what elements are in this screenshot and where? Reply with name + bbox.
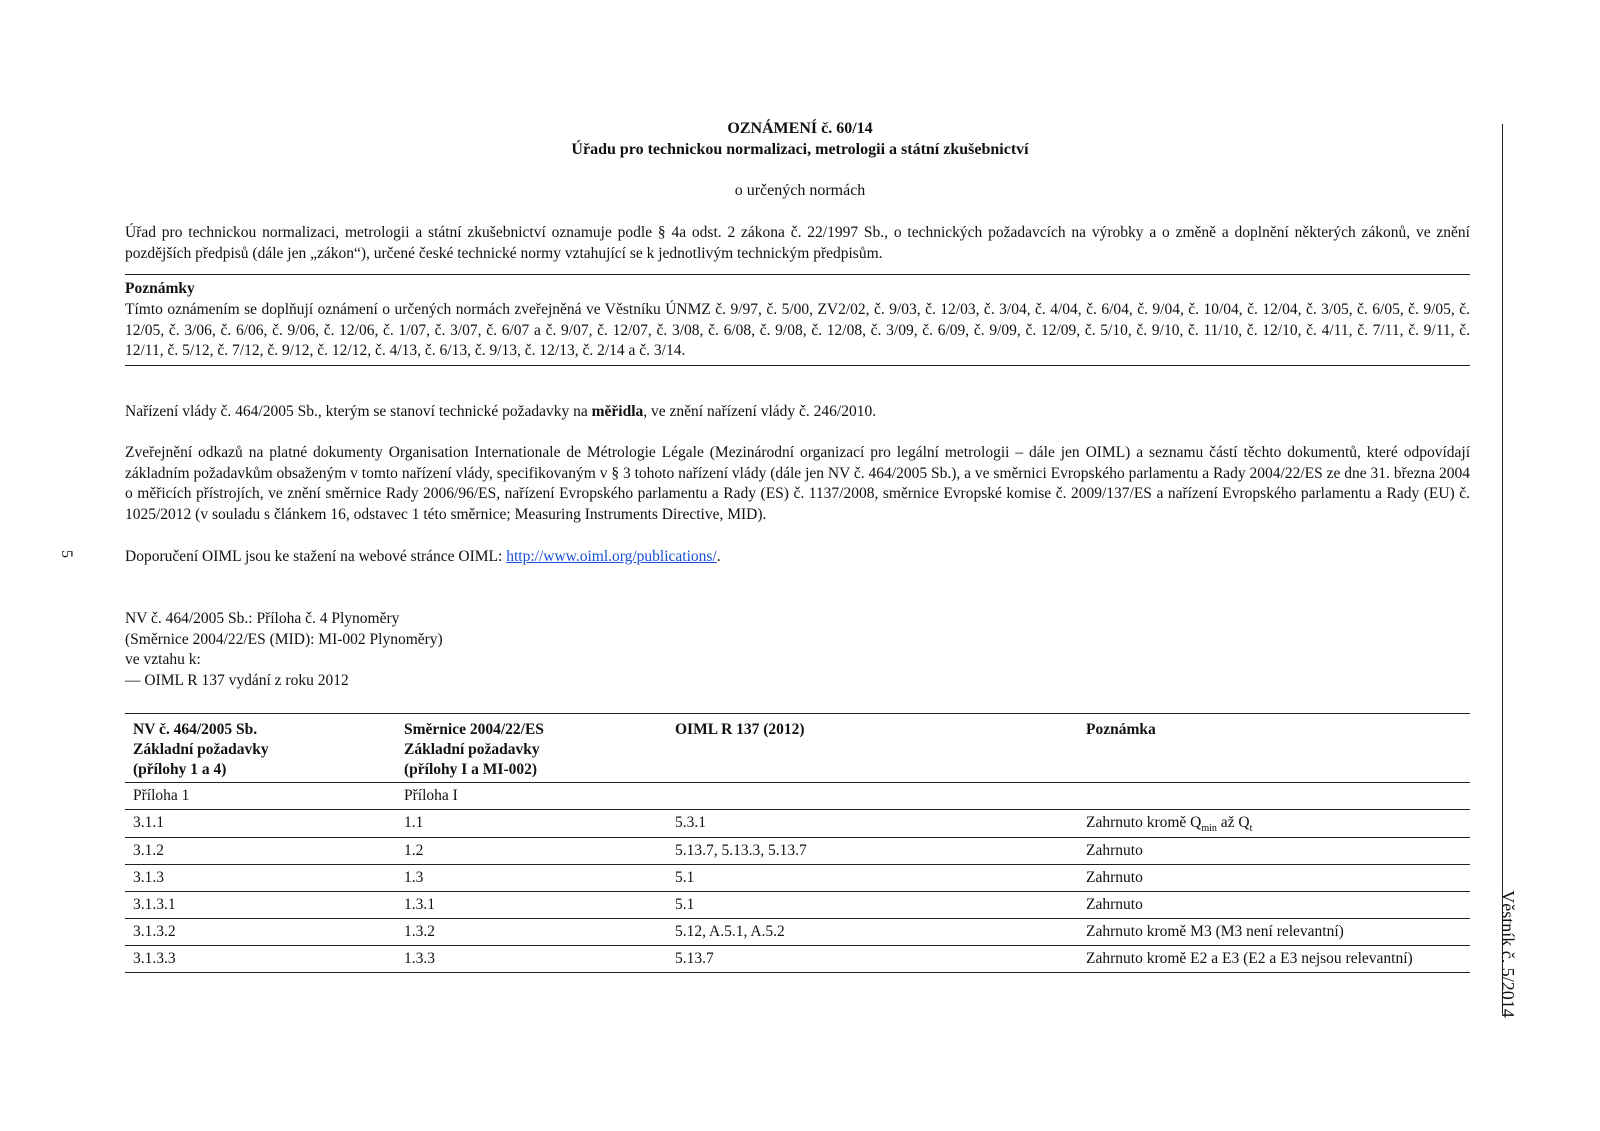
notes-top-rule <box>125 274 1470 275</box>
table-row <box>125 892 1470 919</box>
cell-note: Zahrnuto kromě M3 (M3 není relevantní) <box>1086 923 1344 941</box>
header-nv-line3: (přílohy 1 a 4) <box>133 761 227 778</box>
section-cell-oiml <box>667 783 1078 810</box>
requirements-table <box>125 713 1470 973</box>
recommendation-suffix: . <box>716 548 721 565</box>
intro-paragraph: Úřad pro technickou normalizaci, metrologii a státní zkušebnictví oznamuje podle § 4a odst. 2 zákona č. 22/1997 Sb., o technických požadavcích na výrobky a o změně a doplnění některých zákonů, ve znění pozdějších předpisů (dále jen „zákon“), určené české technické normy vztahující se k jednotlivým technickým předpisům. <box>125 224 1470 262</box>
cell-nv: 3.1.3.1 <box>133 896 176 914</box>
cell-oiml: 5.13.7 <box>675 950 714 968</box>
cell-nv: 3.1.3.3 <box>133 950 176 968</box>
header-oiml: OIML R 137 (2012) <box>675 721 805 738</box>
regulation-line <box>125 403 876 421</box>
document-title: OZNÁMENÍ č. 60/14 <box>727 120 873 137</box>
cell-note: Zahrnuto <box>1086 842 1143 860</box>
document-topic: o určených normách <box>734 182 866 199</box>
table-row <box>125 946 1470 973</box>
regulation-text-after: , ve znění nařízení vlády č. 246/2010. <box>643 403 877 420</box>
table-section-row <box>125 783 1470 810</box>
publication-paragraph: Zveřejnění odkazů na platné dokumenty Organisation Internationale de Métrologie Légale (Mezinárodní organizací pro legální metrologii – dále jen OIML) a seznamu částí těchto dokumentů, které odpovídají základním požadavkům obsaženým v tomto nařízení vlády, specifikovaným v § 3 tohoto nařízení vlády (dále jen NV č. 464/2005 Sb.), a ve směrnici Evropského parlamentu a Rady 2004/22/ES ze dne 31. března 2004 o měřicích přístrojích, ve znění směrnice Rady 2006/96/ES, nařízení Evropského parlamentu a Rady (ES) č. 1137/2008, směrnice Evropské komise č. 2009/137/ES a nařízení Evropského parlamentu a Rady (EU) č. 1025/2012 (v souladu s článkem 16, odstavec 1 této směrnice; Measuring Instruments Directive, MID). <box>125 444 1470 523</box>
cell-mid: 1.3.3 <box>404 950 435 968</box>
header-mid-line1: Směrnice 2004/22/ES <box>404 721 544 738</box>
recommendation-text: Doporučení OIML jsou ke stažení na webové stránce OIML: <box>125 548 507 565</box>
cell-mid: 1.3.1 <box>404 896 435 914</box>
annex-block <box>125 609 443 691</box>
cell-oiml: 5.1 <box>675 869 695 887</box>
header-nv-line2: Základní požadavky <box>133 741 269 758</box>
cell-nv: 3.1.3 <box>133 869 164 887</box>
cell-note <box>1078 810 1470 838</box>
notes-bottom-rule <box>125 365 1470 366</box>
document-subtitle: Úřadu pro technickou normalizaci, metrologii a státní zkušebnictví <box>571 141 1029 158</box>
table-header-row <box>125 714 1470 783</box>
annex-line-4: — OIML R 137 vydání z roku 2012 <box>125 671 349 689</box>
cell-oiml: 5.1 <box>675 896 695 914</box>
regulation-bold-term: měřidla <box>591 403 644 420</box>
note-text-mid: až Q <box>1216 814 1250 831</box>
cell-oiml: 5.12, A.5.1, A.5.2 <box>675 923 785 941</box>
annex-line-2: (Směrnice 2004/22/ES (MID): MI-002 Plynoměry) <box>125 630 443 648</box>
cell-mid: 1.3 <box>404 869 424 887</box>
table-row <box>125 865 1470 892</box>
section-cell-nv: Příloha 1 <box>133 787 190 804</box>
note-text-prefix: Zahrnuto kromě Q <box>1086 814 1202 831</box>
header-mid-line2: Základní požadavky <box>404 741 540 758</box>
note-subscript-t: t <box>1249 823 1253 835</box>
cell-nv: 3.1.1 <box>133 814 164 831</box>
cell-mid: 1.3.2 <box>404 923 435 941</box>
cell-note: Zahrnuto <box>1086 869 1143 887</box>
page-number: 5 <box>58 550 75 558</box>
header-nv-line1: NV č. 464/2005 Sb. <box>133 721 258 738</box>
section-cell-mid: Příloha I <box>404 787 458 804</box>
notes-heading: Poznámky <box>125 280 195 297</box>
notes-text: Tímto oznámením se doplňují oznámení o určených normách zveřejněná ve Věstníku ÚNMZ č. 9/97, č. 5/00, ZV2/02, č. 9/03, č. 12/03, č. 3/04, č. 4/04, č. 6/04, č. 9/04, č. 10/04, č. 12/04, č. 3/05, č. 6/05, č. 9/05, č. 12/05, č. 3/06, č. 6/06, č. 9/06, č. 12/06, č. 1/07, č. 3/07, č. 6/07 a č. 9/07, č. 12/07, č. 3/08, č. 6/08, č. 9/08, č. 12/08, č. 3/09, č. 6/09, č. 9/09, č. 12/09, č. 5/10, č. 9/10, č. 11/10, č. 12/10, č. 4/11, č. 7/11, č. 9/11, č. 12/11, č. 5/12, č. 7/12, č. 9/12, č. 12/12, č. 4/13, č. 6/13, č. 9/13, č. 12/13, č. 2/14 a č. 3/14. <box>125 301 1470 359</box>
cell-nv: 3.1.3.2 <box>133 923 176 941</box>
section-cell-note <box>1078 783 1470 810</box>
header-note: Poznámka <box>1086 721 1156 738</box>
cell-note: Zahrnuto kromě E2 a E3 (E2 a E3 nejsou relevantní) <box>1086 950 1413 968</box>
annex-line-1: NV č. 464/2005 Sb.: Příloha č. 4 Plynoměry <box>125 610 400 627</box>
cell-oiml: 5.13.7, 5.13.3, 5.13.7 <box>675 842 807 860</box>
cell-mid: 1.2 <box>404 842 424 860</box>
annex-line-3: ve vztahu k: <box>125 651 201 668</box>
header-nv <box>125 714 396 783</box>
cell-nv: 3.1.2 <box>133 842 164 860</box>
table-row <box>125 919 1470 946</box>
header-mid <box>396 714 667 783</box>
regulation-text-before: Nařízení vlády č. 464/2005 Sb., kterým se stanoví technické požadavky na <box>125 403 592 420</box>
cell-note: Zahrnuto <box>1086 896 1143 914</box>
header-mid-line3: (přílohy I a MI-002) <box>404 761 538 778</box>
cell-oiml: 5.3.1 <box>675 814 706 831</box>
recommendation-line <box>125 548 721 566</box>
table-row <box>125 838 1470 865</box>
note-subscript-min: min <box>1201 823 1217 835</box>
oiml-publications-link[interactable]: http://www.oiml.org/publications/ <box>506 548 717 565</box>
table-row <box>125 810 1470 838</box>
cell-mid: 1.1 <box>404 814 424 831</box>
bulletin-issue-label: Věstník č. 5/2014 <box>1498 890 1518 1018</box>
